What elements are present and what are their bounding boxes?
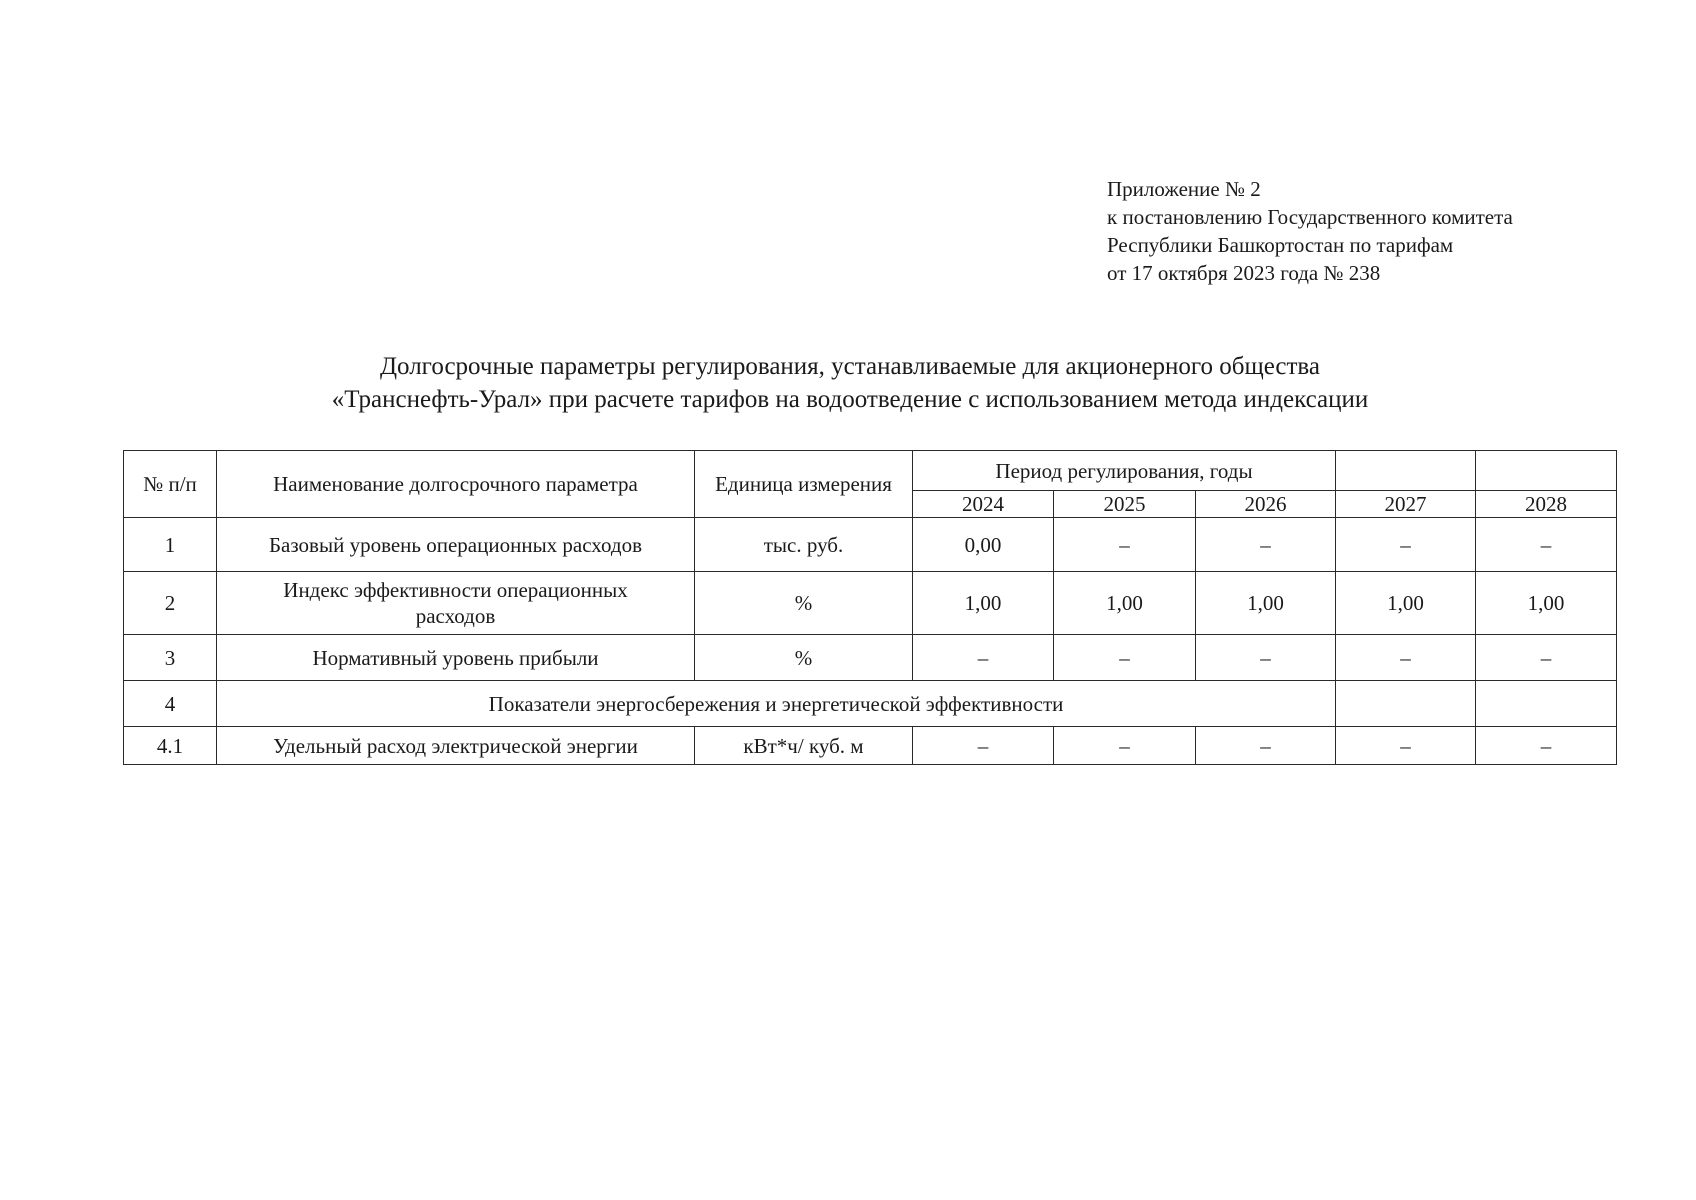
header-year: 2027 [1336,491,1476,518]
row-value: 1,00 [1476,572,1617,635]
row-value: 1,00 [1054,572,1196,635]
appendix-line-committee: Республики Башкортостан по тарифам [1107,233,1454,257]
table-row [124,518,1617,572]
row-unit: тыс. руб. [695,518,913,572]
title-line-2: «Транснефть-Урал» при расчете тарифов на водоотведение с использованием метода индексации [331,386,1369,413]
header-year: 2025 [1054,491,1196,518]
row-value: 1,00 [1336,572,1476,635]
row-unit: % [695,635,913,681]
header-period: Период регулирования, годы [913,451,1336,491]
document-title [200,350,1500,416]
appendix-header [1107,175,1513,287]
row-value: – [1054,727,1196,765]
header-empty-cell [1476,451,1617,491]
row-value: – [1196,727,1336,765]
row-empty-cell [1336,681,1476,727]
row-unit: кВт*ч/ куб. м [695,727,913,765]
header-num: № п/п [124,451,217,518]
header-year: 2026 [1196,491,1336,518]
row-name: Нормативный уровень прибыли [217,635,695,681]
header-year: 2024 [913,491,1054,518]
row-value: 0,00 [913,518,1054,572]
row-value: – [1336,518,1476,572]
appendix-line-resolution: к постановлению Государственного комитета [1107,205,1513,229]
row-num: 4.1 [124,727,217,765]
parameters-table [123,450,1617,765]
row-value: 1,00 [1196,572,1336,635]
header-year: 2028 [1476,491,1617,518]
row-value: – [1476,727,1617,765]
row-value: – [1054,518,1196,572]
row-value: 1,00 [913,572,1054,635]
appendix-line-number: Приложение № 2 [1107,177,1261,201]
row-unit: % [695,572,913,635]
row-name: Удельный расход электрической энергии [217,727,695,765]
row-value: – [1476,635,1617,681]
table-row [124,681,1617,727]
row-empty-cell [1476,681,1617,727]
table-row [124,635,1617,681]
table-row [124,727,1617,765]
row-value: – [1336,635,1476,681]
row-value: – [913,727,1054,765]
title-line-1: Долгосрочные параметры регулирования, устанавливаемые для акционерного общества [379,353,1320,380]
table-header-row [124,451,1617,491]
header-name: Наименование долгосрочного параметра [217,451,695,518]
row-num: 3 [124,635,217,681]
row-value: – [1336,727,1476,765]
row-value: – [913,635,1054,681]
row-num: 2 [124,572,217,635]
row-name: Индекс эффективности операционных расходов [217,572,695,635]
row-value: – [1476,518,1617,572]
row-value: – [1196,635,1336,681]
row-section-name: Показатели энергосбережения и энергетической эффективности [217,681,1336,727]
appendix-line-date: от 17 октября 2023 года № 238 [1107,261,1381,285]
row-value: – [1196,518,1336,572]
row-name: Базовый уровень операционных расходов [217,518,695,572]
row-num: 4 [124,681,217,727]
header-unit: Единица измерения [695,451,913,518]
row-value: – [1054,635,1196,681]
header-empty-cell [1336,451,1476,491]
row-num: 1 [124,518,217,572]
table-row [124,572,1617,635]
